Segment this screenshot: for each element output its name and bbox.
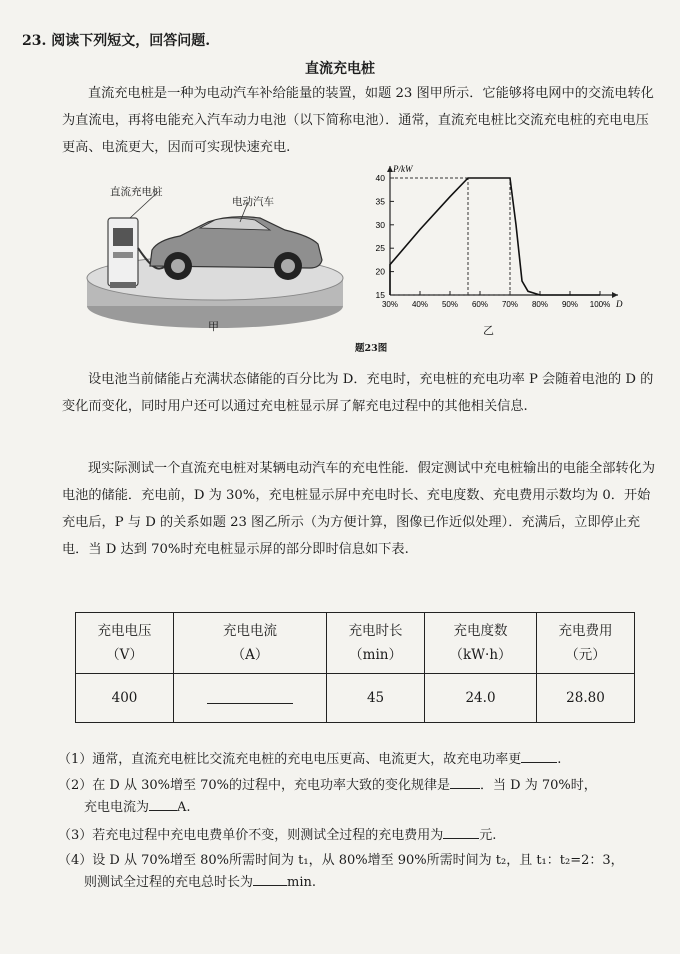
x-tick-label: 90%: [561, 300, 579, 309]
y-tick-label: 30: [375, 219, 385, 230]
y-tick-label: 40: [375, 173, 385, 183]
answer-blank[interactable]: [207, 689, 293, 704]
question-2: （2）在 D 从 30%增至 70%的过程中，充电功率大致的变化规律是 ．当 D 为 70%时， 充电电流为 A.: [58, 774, 663, 818]
answer-blank[interactable]: [521, 748, 557, 763]
chart-power-vs-d: [360, 160, 630, 330]
value-cell: 28.80: [536, 674, 634, 723]
power-curve-line: [390, 178, 600, 295]
table-header-row: [76, 613, 635, 674]
header-cell: 充电费用 （元）: [536, 613, 634, 674]
figure-caption: 题23图: [355, 343, 388, 354]
figure-a-caption: 甲: [208, 320, 219, 333]
x-tick-label: 70%: [501, 300, 519, 309]
header-cell: 充电电流 （A）: [174, 613, 327, 674]
x-axis-arrow: [612, 292, 618, 298]
y-tick-label: 15: [375, 290, 385, 300]
answer-blank[interactable]: [253, 871, 287, 886]
value-cell-blank[interactable]: [174, 674, 327, 723]
paragraph-definition: 设电池当前储能占充满状态储能的百分比为 D．充电时，充电桩的充电功率 P 会随着电池的 D 的变化而变化，同时用户还可以通过充电桩显示屏了解充电过程中的其他相关信息.: [62, 372, 654, 414]
answer-blank[interactable]: [450, 774, 480, 789]
figure-b-caption: 乙: [483, 324, 494, 337]
y-tick-label: 25: [375, 243, 385, 254]
y-tick-label: 20: [375, 266, 385, 277]
x-tick-label: 60%: [471, 300, 489, 309]
answer-blank[interactable]: [149, 796, 177, 811]
article-title: 直流充电桩: [305, 61, 375, 77]
header-cell: 充电度数 （kW·h）: [425, 613, 537, 674]
question-4: （4）设 D 从 70%增至 80%所需时间为 t₁，从 80%增至 90%所需时间为 t₂，且 t₁：t₂=2：3， 则测试全过程的充电总时长为 min.: [58, 853, 624, 890]
paragraph-test: 现实际测试一个直流充电桩对某辆电动汽车的充电性能．假定测试中充电桩输出的电能全部转化为电池的储能．充电前，D 为 30%，充电桩显示屏中充电时长、充电度数、充电费用示数均为 0．开始充电后，P 与 D 的关系如题 23 图乙所示（为方便计算，图像已作近似处理）．充满后，立即停止充电．当 D 达到 70%时充电桩显示屏的部分即时信息如下表.: [62, 461, 656, 557]
x-tick-label: 80%: [531, 300, 549, 309]
charging-info-table: [75, 612, 635, 723]
label-car: 电动汽车: [232, 196, 274, 208]
figure-charger-car: [80, 178, 350, 338]
table-row: [76, 674, 635, 723]
x-tick-label: 40%: [411, 300, 429, 309]
x-tick-label: 100%: [589, 300, 611, 309]
header-cell: 充电时长 （min）: [327, 613, 425, 674]
x-tick-label: 50%: [441, 300, 459, 309]
paragraph-intro: 直流充电桩是一种为电动汽车补给能量的装置，如题 23 图甲所示．它能够将电网中的交流电转化为直流电，再将电能充入汽车动力电池（以下简称电池）．通常，直流充电桩比交流充电桩的充电电压更高、电流更大，因而可实现快速充电.: [62, 86, 654, 155]
question-number-header: 23. 阅读下列短文，回答问题.: [22, 33, 211, 49]
y-axis-label: P/kW: [393, 164, 413, 174]
y-tick-label: 35: [375, 196, 385, 207]
question-1: （1）通常，直流充电桩比交流充电桩的充电电压更高、电流更大，故充电功率更 .: [58, 748, 663, 770]
value-cell: 400: [76, 674, 174, 723]
x-axis-label: D: [616, 299, 623, 309]
x-tick-label: 30%: [381, 300, 399, 309]
value-cell: 45: [327, 674, 425, 723]
value-cell: 24.0: [425, 674, 537, 723]
header-cell: 充电电压 （V）: [76, 613, 174, 674]
question-3: （3）若充电过程中充电电费单价不变，则测试全过程的充电费用为 元.: [58, 824, 663, 846]
label-charger: 直流充电桩: [110, 186, 163, 198]
answer-blank[interactable]: [443, 824, 479, 839]
